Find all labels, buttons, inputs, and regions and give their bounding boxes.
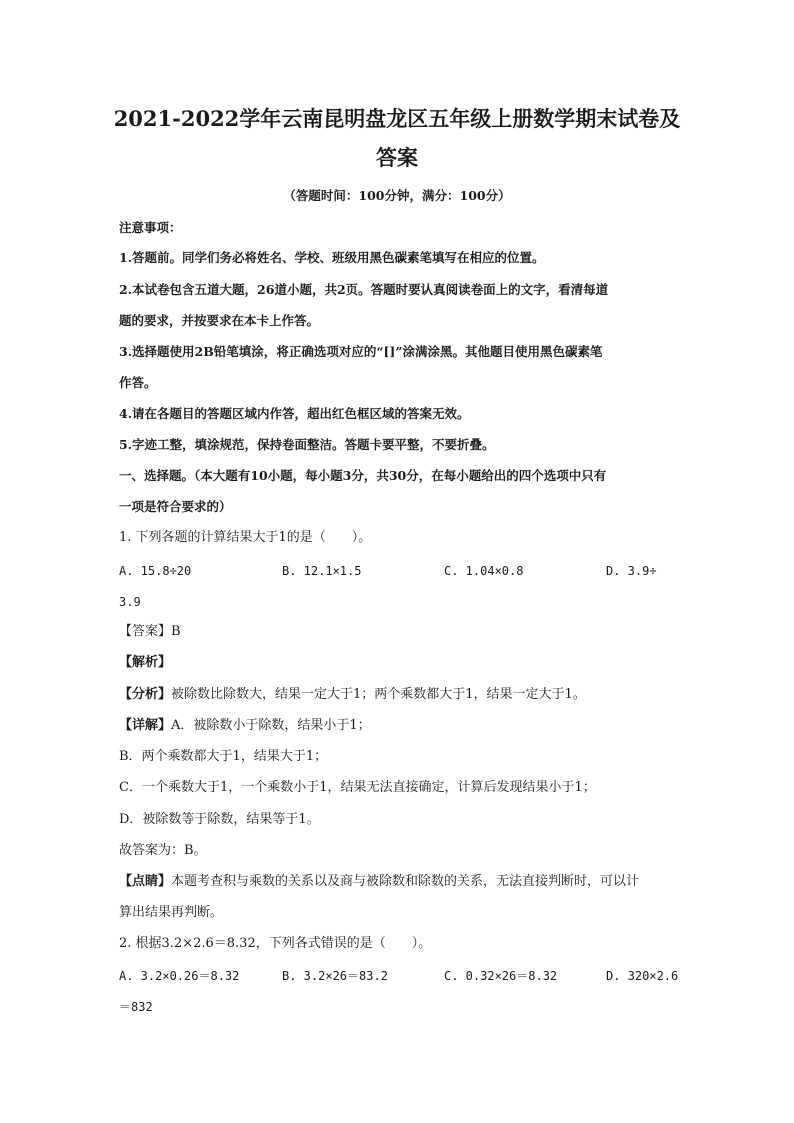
- question-1-option-d: D. 3.9÷: [606, 564, 657, 578]
- fenxi-tag: 【分析】: [119, 687, 172, 702]
- xiangjie-text: A．被除数小于除数，结果小于1；: [171, 718, 371, 733]
- question-1-explanation-c: C．一个乘数大于1，一个乘数小于1，结果无法直接确定，计算后发现结果小于1；: [119, 780, 596, 795]
- question-1-option-a: A. 15.8÷20: [119, 564, 192, 578]
- notice-heading: 注意事项：: [119, 220, 182, 235]
- question-2-option-d: D. 320×2.6: [606, 969, 679, 983]
- dianjing-tag: 【点睛】: [119, 874, 172, 889]
- question-2-option-a: A. 3.2×0.26＝8.32: [119, 969, 240, 983]
- question-1-explanation-b: B．两个乘数都大于1，结果大于1；: [119, 749, 328, 764]
- page-title-continued: 答案: [376, 145, 418, 170]
- question-1-option-c: C. 1.04×0.8: [444, 564, 524, 578]
- notice-item-2: 2.本试卷包含五道大题，26道小题，共2页。答题时要认真阅读卷面上的文字，看清每道: [119, 282, 609, 297]
- question-1-stem: 1. 下列各题的计算结果大于1的是（ ）。: [119, 530, 372, 545]
- fenxi-text: 被除数比除数大，结果一定大于1；两个乘数都大于1，结果一定大于1。: [171, 687, 586, 702]
- notice-item-3: 3.选择题使用2B铅笔填涂，将正确选项对应的“[]”涂满涂黑。其他题目使用黑色碳素笔: [119, 344, 603, 359]
- section-heading: 一、选择题。（本大题有10小题，每小题3分，共30分，在每小题给出的四个选项中只有: [119, 468, 607, 483]
- exam-duration-info: （答题时间：100分钟，满分：100分）: [283, 188, 511, 203]
- notice-item-4: 4.请在各题目的答题区域内作答，超出红色框区域的答案无效。: [119, 406, 470, 421]
- question-2-stem: 2. 根据3.2×2.6＝8.32，下列各式错误的是（ ）。: [119, 936, 432, 951]
- notice-item-5: 5.字迹工整，填涂规范，保持卷面整洁。答题卡要平整，不要折叠。: [119, 437, 495, 452]
- question-2-option-b: B. 3.2×26＝83.2: [282, 969, 388, 983]
- notice-item-3-continued: 作答。: [119, 375, 157, 390]
- question-1-option-d-continued: 3.9: [119, 595, 141, 609]
- dianjing-text: 本题考查积与乘数的关系以及商与被除数和除数的关系，无法直接判断时，可以计: [171, 874, 640, 889]
- question-1-xiangjie: [119, 716, 371, 736]
- question-2-option-d-continued: ＝832: [119, 1000, 153, 1014]
- question-1-dianjing: [119, 872, 639, 892]
- question-1-analysis-heading: 【解析】: [119, 655, 172, 670]
- question-1-explanation-d: D．被除数等于除数，结果等于1。: [119, 812, 320, 827]
- question-1-option-b: B. 12.1×1.5: [282, 564, 362, 578]
- xiangjie-tag: 【详解】: [119, 718, 172, 733]
- question-1-fenxi: [119, 685, 586, 705]
- section-heading-continued: 一项是符合要求的）: [119, 499, 232, 514]
- page-title: 2021-2022学年云南昆明盘龙区五年级上册数学期末试卷及: [113, 106, 681, 131]
- question-1-dianjing-continued: 算出结果再判断。: [119, 905, 224, 920]
- notice-item-2-continued: 题的要求，并按要求在本卡上作答。: [119, 313, 320, 328]
- question-1-conclusion: 故答案为：B。: [119, 843, 207, 858]
- question-2-option-c: C. 0.32×26＝8.32: [444, 969, 558, 983]
- question-1-answer: 【答案】B: [119, 624, 181, 639]
- notice-item-1: 1.答题前。同学们务必将姓名、学校、班级用黑色碳素笔填写在相应的位置。: [119, 250, 545, 265]
